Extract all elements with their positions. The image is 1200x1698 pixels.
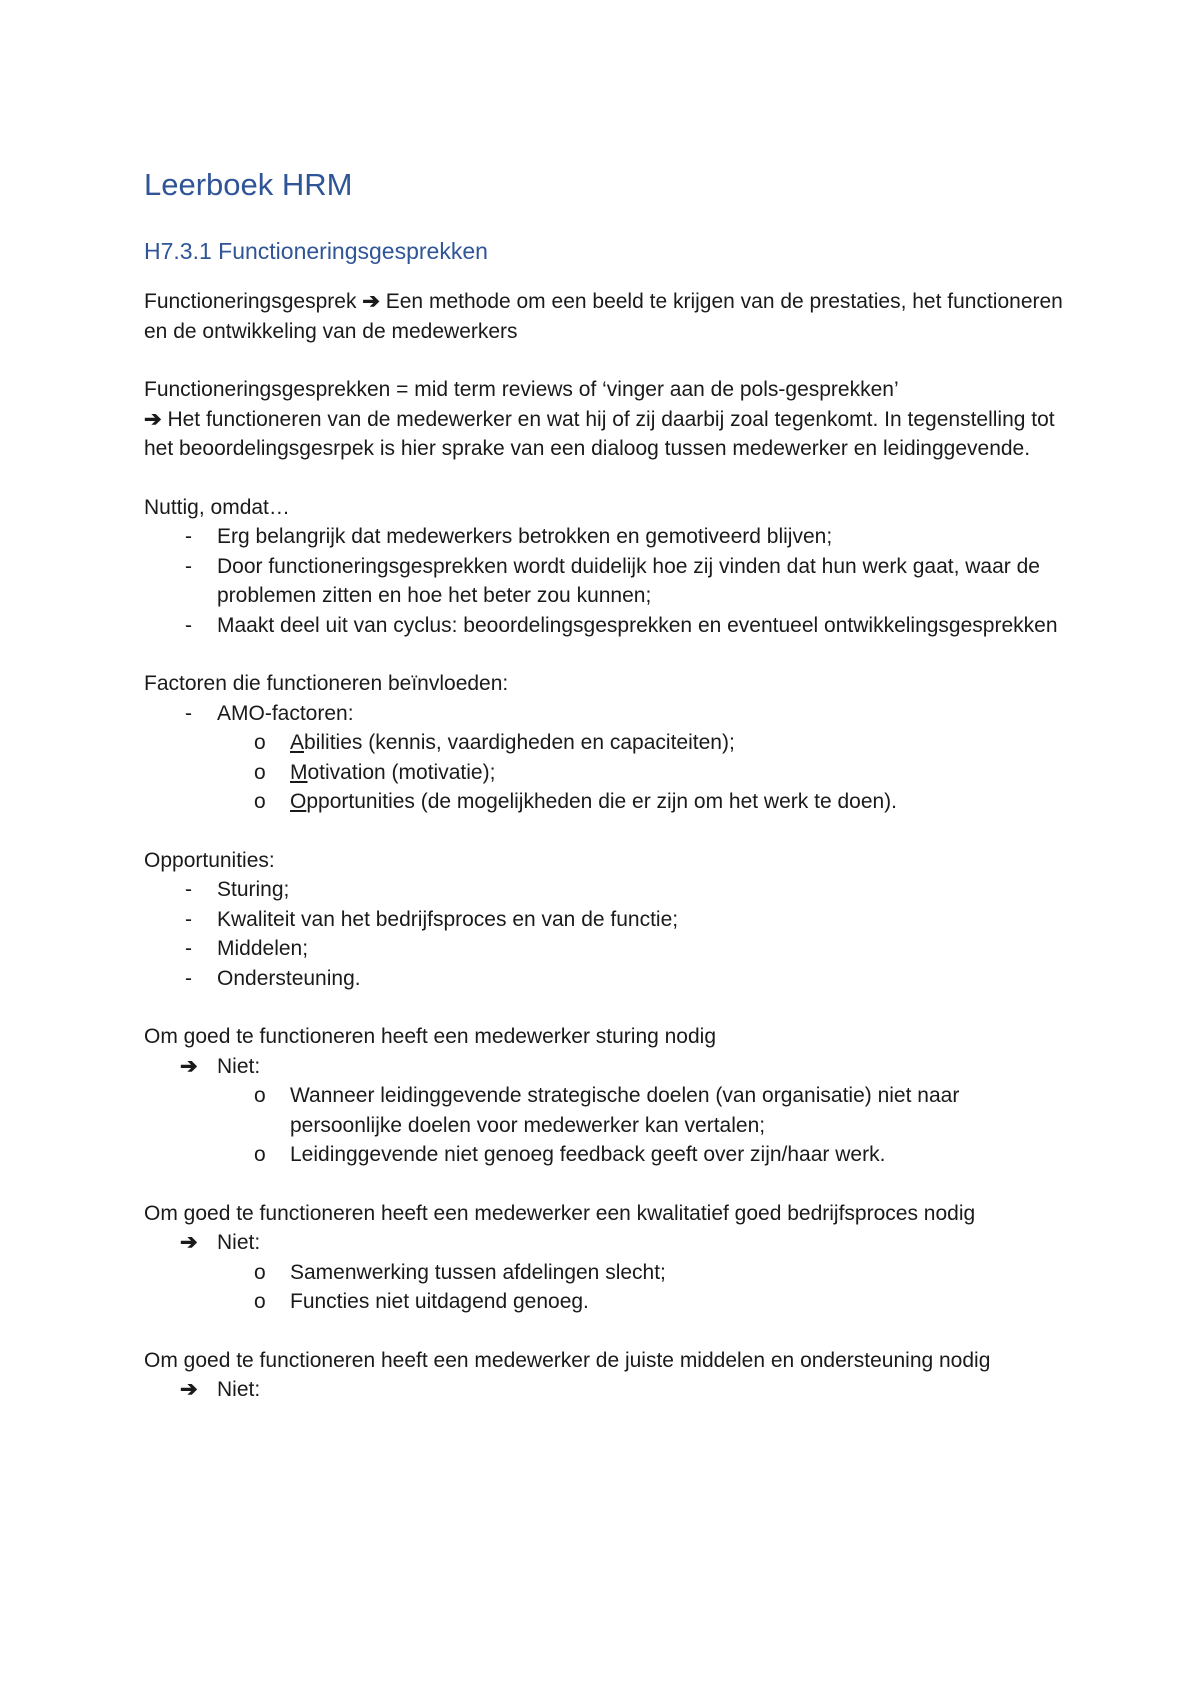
amo-letter: A bbox=[290, 731, 305, 755]
list-item-text: Erg belangrijk dat medewerkers betrokken en gemotiveerd blijven; bbox=[217, 525, 833, 549]
list-item-text: Leidinggevende niet genoeg feedback geeft over zijn/haar werk. bbox=[290, 1143, 886, 1167]
list-item-text: pportunities (de mogelijkheden die er zijn om het werk te doen). bbox=[306, 790, 897, 814]
circle-marker: o bbox=[254, 731, 266, 755]
dash-marker: - bbox=[185, 701, 192, 725]
def2-text: Het functioneren van de medewerker en wat hij of zij daarbij zoal tegenkomt. In tegenstelling tot het beoordelingsgesrpek is hier sprake van een dialoog tussen medewerker en leidinggevende. bbox=[144, 407, 1055, 461]
dash-marker: - bbox=[185, 966, 192, 990]
definition-functioneringsgesprek bbox=[144, 287, 1074, 346]
amo-letter: M bbox=[290, 760, 308, 784]
list-item bbox=[144, 728, 1074, 758]
list-item-text: Door functioneringsgesprekken wordt duidelijk hoe zij vinden dat hun werk gaat, waar de problemen zitten en hoe het beter zou kunnen; bbox=[217, 554, 1040, 608]
list-item bbox=[144, 552, 1074, 611]
list-item bbox=[144, 758, 1074, 788]
amo-list bbox=[144, 728, 1074, 817]
list-item bbox=[144, 1287, 1074, 1317]
arrow-icon: ➔ bbox=[180, 1378, 198, 1402]
list-item bbox=[144, 522, 1074, 552]
proces-list bbox=[144, 1258, 1074, 1317]
proces-section bbox=[144, 1199, 1074, 1317]
list-item-text: Maakt deel uit van cyclus: beoordelingsgesprekken en eventueel ontwikkelingsgesprekken bbox=[217, 613, 1058, 637]
middelen-section bbox=[144, 1346, 1074, 1405]
factoren-section bbox=[144, 669, 1074, 817]
list-item-text: otivation (motivatie); bbox=[307, 760, 496, 784]
opportunities-section bbox=[144, 846, 1074, 994]
sturing-list bbox=[144, 1081, 1074, 1170]
niet-line bbox=[144, 1052, 1074, 1082]
list-item bbox=[144, 787, 1074, 817]
arrow-icon: ➔ bbox=[144, 407, 162, 431]
list-item bbox=[144, 964, 1074, 994]
arrow-icon: ➔ bbox=[180, 1054, 198, 1078]
niet-line bbox=[144, 1228, 1074, 1258]
middelen-heading: Om goed te functioneren heeft een medewerker de juiste middelen en ondersteuning nodig bbox=[144, 1348, 991, 1372]
circle-marker: o bbox=[254, 1260, 266, 1284]
list-item-text: Middelen; bbox=[217, 937, 309, 961]
list-item-text: Sturing; bbox=[217, 878, 290, 902]
def-text: Een methode om een beeld te krijgen van de prestaties, het functioneren en de ontwikkeling van de medewerkers bbox=[144, 290, 1063, 343]
nuttig-heading: Nuttig, omdat… bbox=[144, 495, 290, 519]
list-item-text: Functies niet uitdagend genoeg. bbox=[290, 1290, 589, 1314]
circle-marker: o bbox=[254, 1143, 266, 1167]
circle-marker: o bbox=[254, 760, 266, 784]
opportunities-list bbox=[144, 875, 1074, 993]
sturing-section bbox=[144, 1022, 1074, 1170]
dash-marker: - bbox=[185, 525, 192, 549]
document-title: Leerboek HRM bbox=[144, 167, 353, 202]
list-item-text: AMO-factoren: bbox=[217, 701, 354, 725]
list-item-text: Samenwerking tussen afdelingen slecht; bbox=[290, 1260, 666, 1284]
def-term: Functioneringsgesprek bbox=[144, 290, 357, 314]
list-item bbox=[144, 1081, 1074, 1140]
arrow-icon: ➔ bbox=[180, 1231, 198, 1255]
list-item-text: Ondersteuning. bbox=[217, 966, 361, 990]
factoren-heading: Factoren die functioneren beïnvloeden: bbox=[144, 672, 509, 696]
niet-label: Niet: bbox=[217, 1378, 261, 1402]
def2-line1: Functioneringsgesprekken = mid term reviews of ‘vinger aan de pols-gesprekken’ bbox=[144, 378, 899, 402]
list-item bbox=[144, 699, 1074, 729]
dash-marker: - bbox=[185, 613, 192, 637]
list-item bbox=[144, 1140, 1074, 1170]
factoren-list bbox=[144, 699, 1074, 729]
circle-marker: o bbox=[254, 1084, 266, 1108]
niet-label: Niet: bbox=[217, 1231, 261, 1255]
nuttig-list bbox=[144, 522, 1074, 640]
list-item-text: bilities (kennis, vaardigheden en capaciteiten); bbox=[304, 731, 735, 755]
list-item bbox=[144, 611, 1074, 641]
list-item bbox=[144, 875, 1074, 905]
dash-marker: - bbox=[185, 907, 192, 931]
list-item-text: Wanneer leidinggevende strategische doelen (van organisatie) niet naar persoonlijke doelen voor medewerker kan vertalen; bbox=[290, 1084, 960, 1137]
list-item bbox=[144, 905, 1074, 935]
nuttig-section bbox=[144, 493, 1074, 641]
arrow-icon: ➔ bbox=[362, 290, 380, 314]
proces-heading: Om goed te functioneren heeft een medewerker een kwalitatief goed bedrijfsproces nodig bbox=[144, 1201, 976, 1225]
dash-marker: - bbox=[185, 937, 192, 961]
circle-marker: o bbox=[254, 1290, 266, 1314]
niet-line bbox=[144, 1375, 1074, 1405]
dash-marker: - bbox=[185, 554, 192, 578]
list-item-text: Kwaliteit van het bedrijfsproces en van de functie; bbox=[217, 907, 679, 931]
niet-label: Niet: bbox=[217, 1054, 261, 1078]
opportunities-heading: Opportunities: bbox=[144, 848, 275, 872]
list-item bbox=[144, 1258, 1074, 1288]
document-content bbox=[144, 166, 1074, 1434]
sturing-heading: Om goed te functioneren heeft een medewerker sturing nodig bbox=[144, 1025, 717, 1049]
list-item bbox=[144, 934, 1074, 964]
circle-marker: o bbox=[254, 790, 266, 814]
section-heading: H7.3.1 Functioneringsgesprekken bbox=[144, 238, 488, 265]
amo-letter: O bbox=[290, 790, 307, 814]
dash-marker: - bbox=[185, 878, 192, 902]
definition-functioneringsgesprekken bbox=[144, 375, 1074, 464]
